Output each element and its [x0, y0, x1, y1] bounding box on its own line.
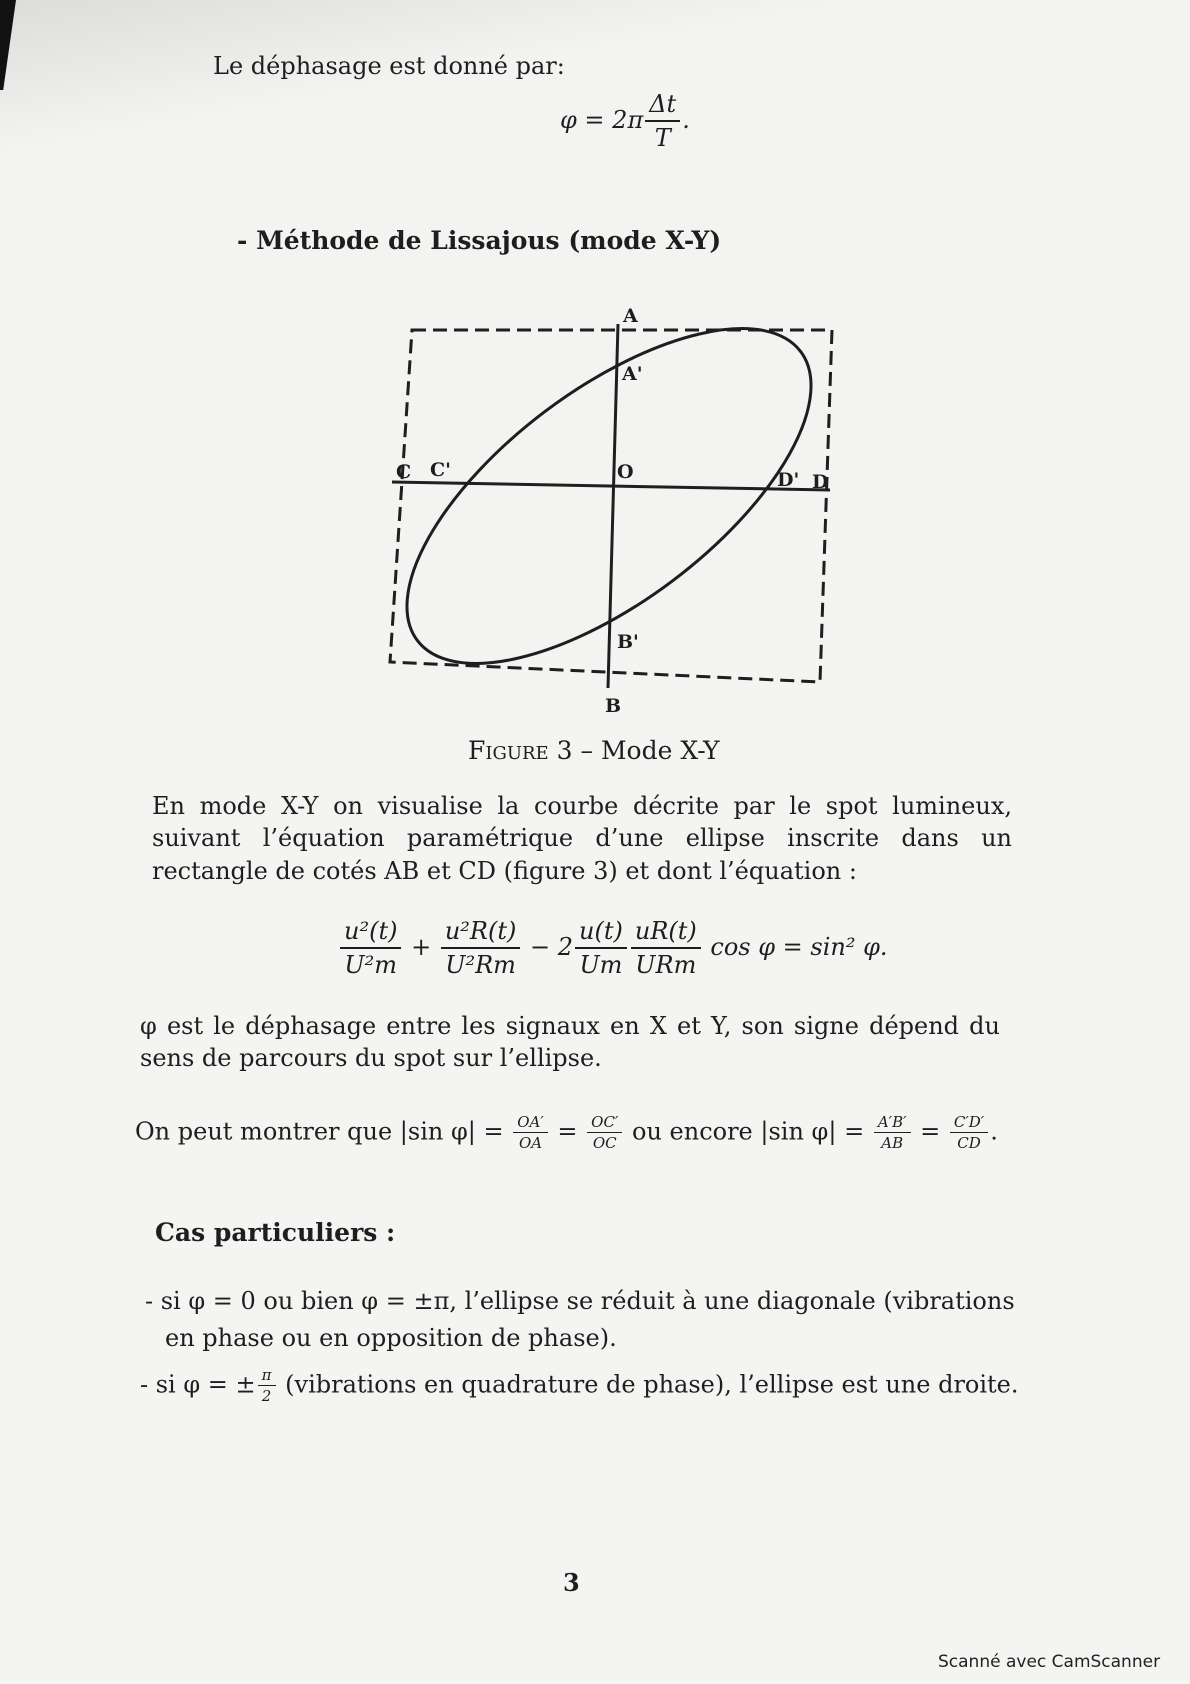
case1-line2: en phase ou en opposition de phase).	[165, 1324, 617, 1352]
figure-caption	[468, 736, 719, 765]
cases-heading: Cas particuliers :	[155, 1218, 396, 1247]
eq1-fraction	[645, 88, 680, 155]
relation-mid: ou encore |sin φ| =	[632, 1117, 865, 1146]
relation-eq2: =	[920, 1117, 941, 1146]
label-A: A	[623, 305, 638, 327]
eq2-term1-num: u²(t)	[340, 915, 401, 949]
caption-prefix: Figure 3	[468, 736, 573, 765]
eq2-minus: − 2	[530, 932, 574, 961]
relation-frac3	[874, 1112, 911, 1154]
eq2-end: cos φ = sin² φ.	[710, 932, 888, 961]
case2-line	[140, 1365, 1019, 1407]
label-B-prime: B'	[617, 631, 639, 653]
eq2-term2-num: u²R(t)	[441, 915, 521, 949]
eq2-term1-den: U²m	[344, 951, 398, 980]
label-D-prime: D'	[777, 469, 800, 491]
eq1-den: T	[654, 124, 671, 153]
relation-frac2-den: OC	[592, 1134, 617, 1153]
eq2-term2	[441, 915, 521, 982]
eq2-term1	[340, 915, 401, 982]
relation-line	[135, 1112, 998, 1154]
label-O: O	[617, 461, 634, 483]
relation-end: .	[990, 1117, 998, 1146]
case2-num: π	[258, 1365, 276, 1386]
relation-frac2-num: OC′	[587, 1112, 622, 1133]
eq2-term4-num: uR(t)	[631, 915, 701, 949]
relation-frac3-den: AB	[881, 1134, 904, 1153]
case2-lead: - si φ = ±	[140, 1370, 256, 1399]
label-C: C	[396, 461, 412, 483]
relation-frac4	[950, 1112, 988, 1154]
eq2-term3-den: Um	[579, 951, 623, 980]
equation-ellipse	[338, 915, 888, 982]
relation-frac3-num: A′B′	[874, 1112, 911, 1133]
eq1-num: Δt	[645, 88, 680, 122]
lissajous-figure	[380, 300, 840, 720]
eq2-term4	[631, 915, 701, 982]
scanner-footer: Scanné avec CamScanner	[938, 1652, 1161, 1672]
case2-rest: (vibrations en quadrature de phase), l’ellipse est une droite.	[285, 1370, 1019, 1399]
paragraph-ellipse: En mode X-Y on visualise la courbe décrite par le spot lumineux, suivant l’équation paramétrique d’une ellipse inscrite dans un rectangle de cotés AB et CD (figure 3) et dont l’équation :	[152, 792, 1012, 885]
case1-line1: - si φ = 0 ou bien φ = ±π, l’ellipse se réduit à une diagonale (vibrations	[145, 1287, 1015, 1315]
relation-eq: =	[557, 1117, 578, 1146]
paragraph-phase-sign: φ est le déphasage entre les signaux en X et Y, son signe dépend du sens de parcours du spot sur l’ellipse.	[140, 1012, 1000, 1073]
caption-rest: – Mode X-Y	[572, 736, 720, 765]
label-A-prime: A'	[622, 363, 643, 385]
relation-frac4-num: C′D′	[950, 1112, 988, 1133]
eq2-term4-den: URm	[635, 951, 697, 980]
relation-frac1	[513, 1112, 548, 1154]
horizontal-axis	[392, 482, 830, 490]
eq2-term2-den: U²Rm	[445, 951, 516, 980]
relation-lead: On peut montrer que |sin φ| =	[135, 1117, 504, 1146]
relation-frac2	[587, 1112, 622, 1154]
case2-den: 2	[261, 1387, 272, 1406]
relation-frac4-den: CD	[957, 1134, 981, 1153]
equation-phase	[560, 88, 690, 155]
case2-fraction	[258, 1365, 276, 1407]
eq2-term3-num: u(t)	[575, 915, 627, 949]
eq2-term3	[575, 915, 627, 982]
eq2-plus: +	[411, 932, 432, 961]
label-D: D	[812, 471, 829, 493]
label-C-prime: C'	[430, 459, 451, 481]
eq1-end: .	[682, 105, 690, 134]
section-heading: - Méthode de Lissajous (mode X-Y)	[237, 226, 722, 255]
intro-text: Le déphasage est donné par:	[213, 52, 565, 80]
label-B: B	[605, 695, 622, 717]
relation-frac1-den: OA	[518, 1134, 543, 1153]
page-number: 3	[563, 1568, 580, 1597]
relation-frac1-num: OA′	[513, 1112, 548, 1133]
eq1-lhs: φ = 2π	[560, 105, 644, 134]
